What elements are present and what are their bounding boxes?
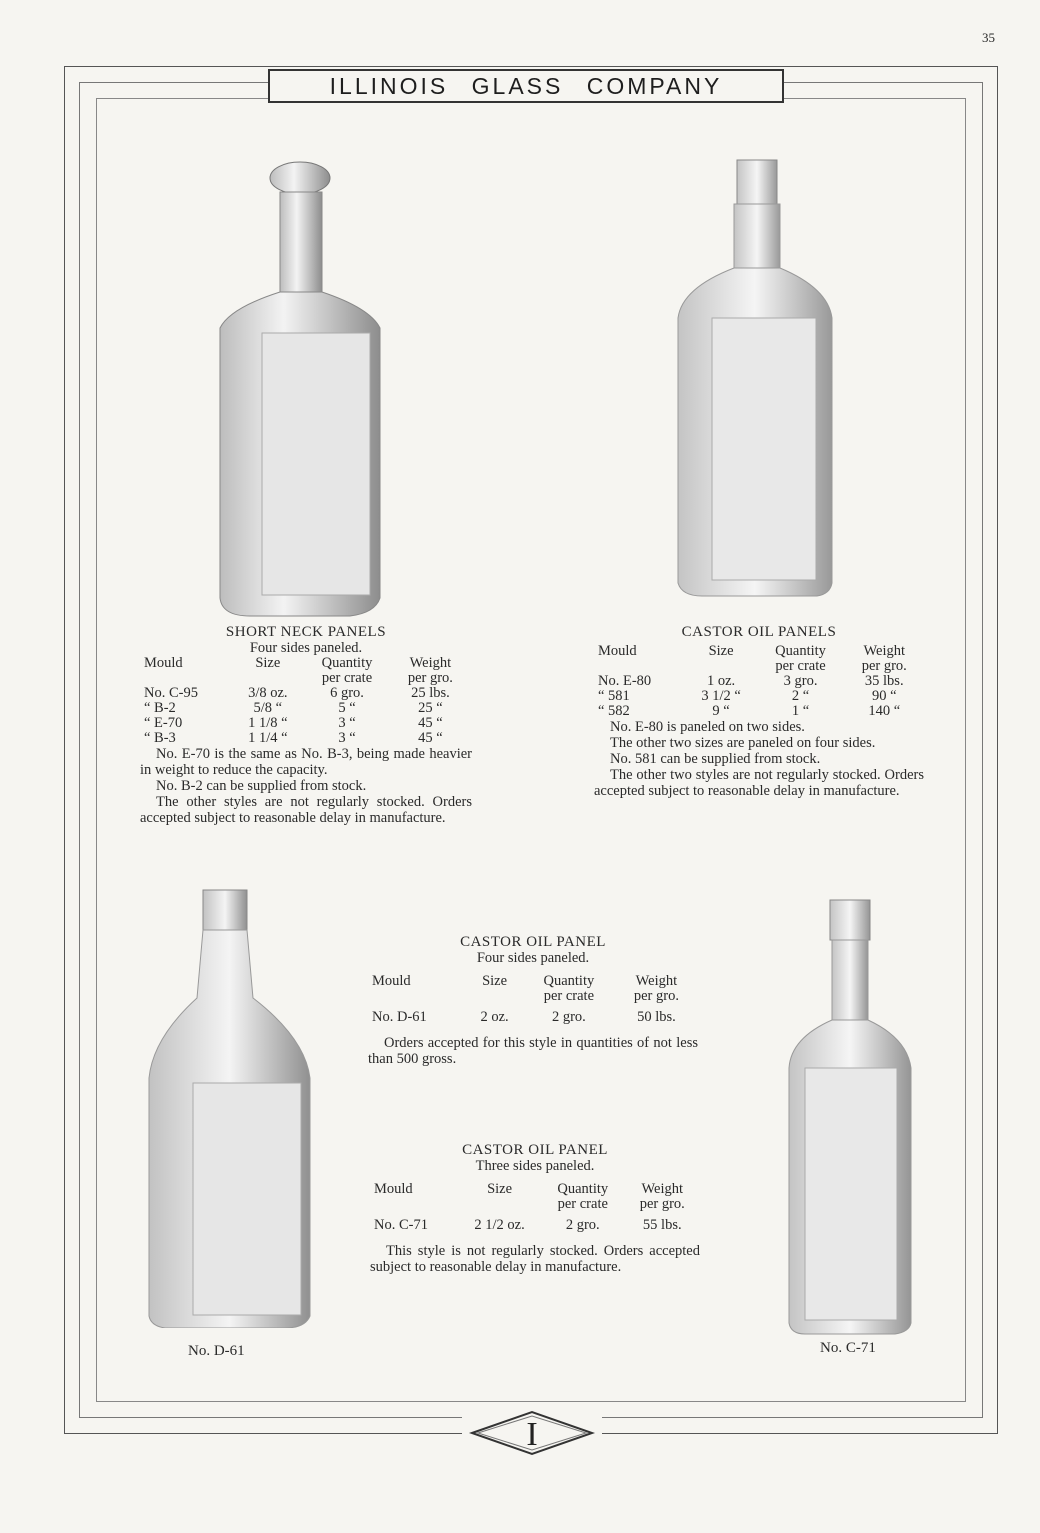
cell: 1 1/4 “: [248, 730, 288, 746]
table-row: [140, 731, 470, 746]
section-title: CASTOR OIL PANELS: [681, 624, 837, 640]
cell: 3 “: [338, 715, 356, 731]
section-subtitle: Four sides paneled.: [249, 640, 363, 656]
cell: “ B-2: [144, 700, 176, 716]
col-header: Weight: [409, 655, 452, 671]
spec-table: [368, 974, 698, 1025]
cell: No. D-61: [372, 1009, 427, 1025]
col-header: Quantity: [557, 1181, 609, 1197]
cell: No. C-95: [144, 685, 198, 701]
table-row: [594, 674, 924, 689]
cell: 3/8 oz.: [248, 685, 288, 701]
table-row: [140, 686, 470, 701]
col-header: Size: [482, 973, 508, 989]
svg-text:I: I: [526, 1416, 538, 1453]
col-header: Quantity: [321, 655, 373, 671]
section-title: CASTOR OIL PANEL: [462, 1142, 608, 1158]
col-header: Quantity: [775, 643, 826, 659]
cell: 6 gro.: [330, 685, 364, 701]
caption-d61: No. D-61: [188, 1343, 245, 1359]
col-header: per crate: [321, 670, 373, 686]
section-title: CASTOR OIL PANEL: [460, 934, 606, 950]
cell: 90 “: [871, 688, 897, 704]
castor-c71-section: [370, 1142, 700, 1275]
spec-table: [370, 1182, 700, 1233]
col-header: Mould: [144, 655, 183, 671]
cell: 140 “: [868, 703, 901, 719]
col-header: per gro.: [633, 988, 679, 1004]
table-row: [594, 689, 924, 704]
note: Orders accepted for this style in quantities of not less than 500 gross.: [368, 1035, 698, 1067]
bottle-castor-e80-illustration: [672, 158, 842, 598]
cell: 3 gro.: [783, 673, 818, 689]
cell: No. C-71: [374, 1217, 428, 1233]
cell: 25 “: [418, 700, 443, 716]
table-row: [370, 1212, 700, 1233]
cell: 5/8 “: [253, 700, 283, 716]
bottle-c71-illustration: [785, 898, 915, 1338]
cell: 1 oz.: [706, 673, 736, 689]
cell: “ 581: [598, 688, 630, 704]
cell: 2 1/2 oz.: [474, 1217, 525, 1233]
cell: 2 oz.: [480, 1009, 509, 1025]
table-row: [140, 716, 470, 731]
short-neck-section: [140, 624, 472, 826]
cell: 50 lbs.: [637, 1009, 676, 1025]
cell: 3 1/2 “: [701, 688, 741, 704]
cell: 3 “: [338, 730, 356, 746]
section-subtitle: Four sides paneled.: [476, 950, 590, 966]
col-header: Weight: [635, 973, 678, 989]
castor-panels-section: [594, 624, 924, 799]
col-header: Weight: [641, 1181, 684, 1197]
cell: 25 lbs.: [411, 685, 450, 701]
cell: 9 “: [712, 703, 730, 719]
col-header: Size: [708, 643, 734, 659]
spec-table: [140, 656, 470, 746]
company-title: ILLINOIS GLASS COMPANY: [268, 69, 784, 103]
table-row: [594, 704, 924, 719]
col-header: per crate: [775, 658, 826, 674]
note: No. E-80 is paneled on two sides.: [610, 719, 805, 735]
note: No. E-70 is the same as No. B-3, being made heavier in weight to reduce the capacity.: [140, 746, 472, 778]
cell: “ E-70: [144, 715, 183, 731]
cell: No. E-80: [598, 673, 652, 689]
col-header: per gro.: [861, 658, 907, 674]
col-header: Quantity: [543, 973, 595, 989]
note: No. B-2 can be supplied from stock.: [156, 778, 367, 794]
table-row: [368, 1004, 698, 1025]
cell: 5 “: [338, 700, 356, 716]
section-title: SHORT NECK PANELS: [225, 624, 387, 640]
table-row: [140, 701, 470, 716]
cell: 55 lbs.: [642, 1217, 682, 1233]
castor-d61-section: [368, 934, 698, 1067]
cell: 1 1/8 “: [248, 715, 288, 731]
cell: “ 582: [598, 703, 630, 719]
note: This style is not regularly stocked. Orders accepted subject to reasonable delay in manufacture.: [370, 1243, 700, 1275]
spec-table: [594, 644, 924, 719]
col-header: per gro.: [407, 670, 453, 686]
note: The other two sizes are paneled on four sides.: [610, 735, 876, 751]
col-header: Weight: [863, 643, 906, 659]
caption-c71: No. C-71: [820, 1340, 876, 1356]
note: The other two styles are not regularly stocked. Orders accepted subject to reasonable delay in manufacture.: [594, 767, 924, 799]
page-number: 35: [982, 30, 995, 45]
col-header: Mould: [372, 973, 411, 989]
col-header: Mould: [374, 1181, 413, 1197]
col-header: Mould: [598, 643, 637, 659]
col-header: per crate: [543, 988, 595, 1004]
note: No. 581 can be supplied from stock.: [610, 751, 821, 767]
cell: 2 gro.: [551, 1009, 586, 1025]
note: The other styles are not regularly stocked. Orders accepted subject to reasonable delay in manufacture.: [140, 794, 472, 826]
cell: 45 “: [418, 730, 443, 746]
bottle-d61-illustration: [145, 888, 315, 1328]
cell: 35 lbs.: [864, 673, 904, 689]
cell: 1 “: [791, 703, 810, 719]
col-header: per crate: [557, 1196, 608, 1212]
cell: “ B-3: [144, 730, 176, 746]
company-logo-icon: [462, 1408, 602, 1458]
cell: 2 “: [791, 688, 810, 704]
col-header: per gro.: [639, 1196, 685, 1212]
cell: 2 gro.: [565, 1217, 600, 1233]
cell: 45 “: [418, 715, 443, 731]
col-header: Size: [487, 1181, 513, 1197]
bottle-short-neck-illustration: [210, 158, 410, 618]
col-header: Size: [255, 655, 281, 671]
section-subtitle: Three sides paneled.: [475, 1158, 595, 1174]
